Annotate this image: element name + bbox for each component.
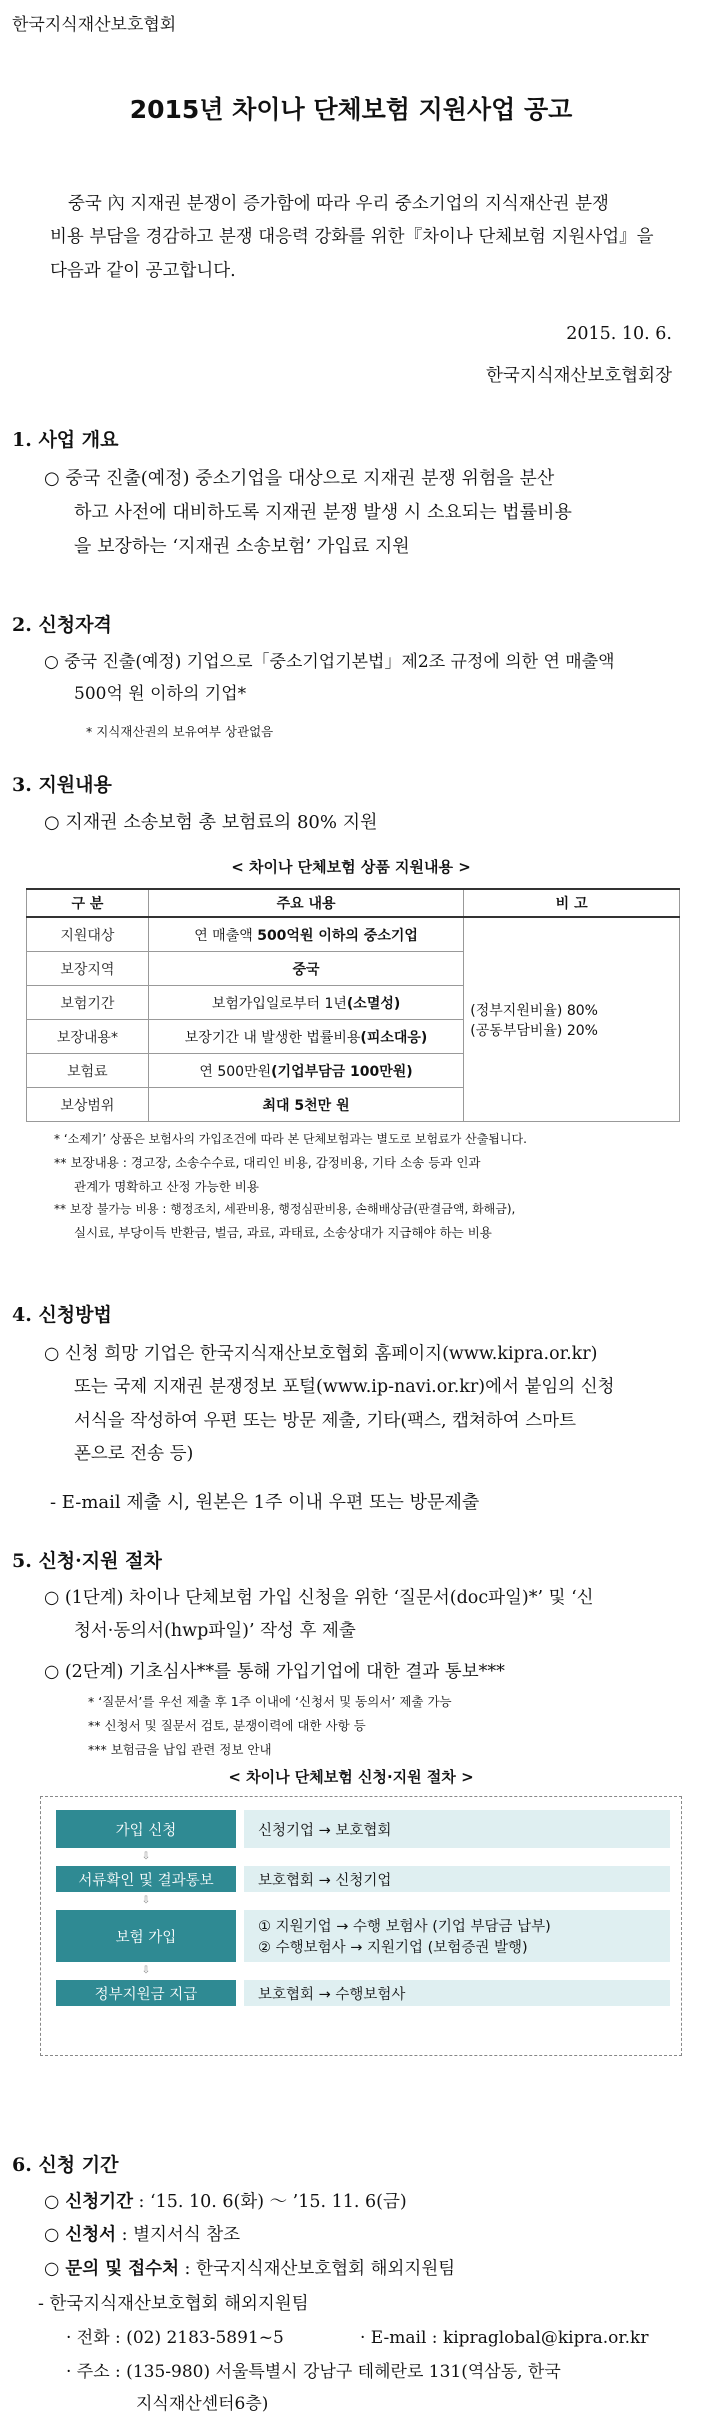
body-line: ○ 중국 진출(예정) 기업으로「중소기업기본법」제2조 규정에 의한 연 매출액 bbox=[44, 652, 615, 672]
address-line: 지식재산센터6층) bbox=[136, 2394, 269, 2415]
info-item: ○ 문의 및 접수처 : 한국지식재산보호협회 해외지원팀 bbox=[44, 2258, 456, 2279]
body-line: 500억 원 이하의 기업* bbox=[74, 684, 247, 705]
flow-step-label: 가입 신청 bbox=[56, 1810, 236, 1848]
flow-step-detail bbox=[244, 1980, 670, 2006]
flow-detail-line: ① 지원기업 → 수행 보험사 (기업 부담금 납부) bbox=[258, 1919, 551, 1935]
body-line: 청서·동의서(hwp파일)’ 작성 후 제출 bbox=[74, 1621, 356, 1642]
row-content: 보험가입일로부터 1년(소멸성) bbox=[148, 986, 463, 1020]
flow-step-label: 서류확인 및 결과통보 bbox=[56, 1866, 236, 1892]
notice-date: 2015. 10. 6. bbox=[566, 324, 672, 344]
row-content: 중국 bbox=[148, 952, 463, 986]
table-row bbox=[27, 917, 680, 952]
flow-detail-line: 보호협회 → 신청기업 bbox=[258, 1872, 392, 1889]
section-6-items bbox=[44, 2186, 694, 2286]
flow-step-detail bbox=[244, 1910, 670, 1962]
flow-caption: < 차이나 단체보험 신청·지원 절차 > bbox=[228, 1768, 474, 1786]
contact-team: - 한국지식재산보호협회 해외지원팀 bbox=[38, 2294, 309, 2314]
section-4-sub: - E-mail 제출 시, 원본은 1주 이내 우편 또는 방문제출 bbox=[50, 1492, 480, 1513]
body-line: 서식을 작성하여 우편 또는 방문 제출, 기타(팩스, 캡쳐하여 스마트 bbox=[74, 1410, 576, 1431]
row-label: 보장내용* bbox=[27, 1020, 149, 1054]
info-item: ○ 신청서 : 별지서식 참조 bbox=[44, 2225, 241, 2246]
section-5-step1 bbox=[44, 1582, 694, 1649]
contact-phone: · 전화 : (02) 2183-5891~5 bbox=[66, 2328, 284, 2348]
row-label: 지원대상 bbox=[27, 917, 149, 952]
column-header: 비 고 bbox=[464, 889, 680, 917]
flow-step-label: 정부지원금 지급 bbox=[56, 1980, 236, 2006]
note-line: * ‘소제기’ 상품은 보험사의 가입조건에 따라 본 단체보험과는 별도로 보험료가 산출됩니다. bbox=[54, 1132, 527, 1146]
body-line: ○ (1단계) 차이나 단체보험 가입 신청을 위한 ‘질문서(doc파일)*’ 및 ‘신 bbox=[44, 1588, 594, 1608]
row-content: 연 500만원(기업부담금 100만원) bbox=[148, 1054, 463, 1088]
row-content: 연 매출액 500억원 이하의 중소기업 bbox=[148, 917, 463, 952]
down-arrow-icon: ⇩ bbox=[141, 1965, 151, 1976]
notice-signer: 한국지식재산보호협회장 bbox=[486, 366, 672, 386]
body-line: 폰으로 전송 등) bbox=[74, 1443, 194, 1464]
section-2-heading: 2. 신청자격 bbox=[12, 614, 112, 636]
section-1-body bbox=[44, 462, 684, 565]
body-line: 하고 사전에 대비하도록 지재권 분쟁 발생 시 소요되는 법률비용 bbox=[74, 502, 572, 524]
body-line: ○ 중국 진출(예정) 중소기업을 대상으로 지재권 분쟁 위험을 분산 bbox=[44, 468, 555, 489]
remark-cell bbox=[464, 917, 680, 1122]
note-line: * ‘질문서’를 우선 제출 후 1주 이내에 ‘신청서 및 동의서’ 제출 가능 bbox=[88, 1694, 452, 1709]
row-label: 보상범위 bbox=[27, 1088, 149, 1122]
section-1-heading: 1. 사업 개요 bbox=[12, 429, 119, 451]
section-5-step2: ○ (2단계) 기초심사**를 통해 가입기업에 대한 결과 통보*** bbox=[44, 1662, 505, 1682]
down-arrow-icon: ⇩ bbox=[141, 1851, 151, 1862]
body-line: 또는 국제 지재권 분쟁정보 포털(www.ip-navi.or.kr)에서 붙임의 신청 bbox=[74, 1377, 615, 1398]
flow-detail-line: ② 수행보험사 → 지원기업 (보험증권 발행) bbox=[258, 1940, 528, 1956]
note-line: ** 보장 불가능 비용 : 행정조치, 세관비용, 행정심판비용, 손해배상금(판결금액, 화해금), bbox=[54, 1202, 516, 1217]
address-line: · 주소 : (135-980) 서울특별시 강남구 테헤란로 131(역삼동, 한국 bbox=[66, 2362, 561, 2382]
section-3-line: ○ 지재권 소송보험 총 보험료의 80% 지원 bbox=[44, 812, 378, 833]
row-content: 보장기간 내 발생한 법률비용(피소대응) bbox=[148, 1020, 463, 1054]
row-label: 보험료 bbox=[27, 1054, 149, 1088]
note-line: ** 보장내용 : 경고장, 소송수수료, 대리인 비용, 감정비용, 기타 소송 등과 인과 bbox=[54, 1154, 481, 1170]
table-header-row bbox=[27, 889, 680, 917]
intro-line: 비용 부담을 경감하고 분쟁 대응력 강화를 위한『차이나 단체보험 지원사업』을 bbox=[50, 227, 654, 248]
section-4-body bbox=[44, 1338, 694, 1471]
note-line: ** 신청서 및 질문서 검토, 분쟁이력에 대한 사항 등 bbox=[88, 1717, 366, 1733]
section-3-heading: 3. 지원내용 bbox=[12, 774, 112, 796]
section-5-notes bbox=[88, 1690, 452, 1761]
row-label: 보장지역 bbox=[27, 952, 149, 986]
flow-detail-line: 신청기업 → 보호협회 bbox=[258, 1822, 392, 1839]
intro-line: 중국 內 지재권 분쟁이 증가함에 따라 우리 중소기업의 지식재산권 분쟁 bbox=[68, 194, 609, 214]
note-line: *** 보험금을 납입 관련 정보 안내 bbox=[88, 1741, 272, 1757]
contact-address bbox=[66, 2356, 696, 2421]
info-item: ○ 신청기간 : ‘15. 10. 6(화) ～ ’15. 11. 6(금) bbox=[44, 2192, 407, 2212]
coverage-notes bbox=[54, 1128, 694, 1245]
section-2-note: * 지식재산권의 보유여부 상관없음 bbox=[86, 724, 274, 739]
down-arrow-icon: ⇩ bbox=[141, 1895, 151, 1906]
section-6-heading: 6. 신청 기간 bbox=[12, 2154, 119, 2176]
body-line: 을 보장하는 ‘지재권 소송보험’ 가입료 지원 bbox=[74, 536, 410, 558]
column-header: 구 분 bbox=[27, 889, 149, 917]
organization-name: 한국지식재산보호협회 bbox=[12, 15, 177, 35]
intro-line: 다음과 같이 공고합니다. bbox=[50, 260, 236, 281]
column-header: 주요 내용 bbox=[148, 889, 463, 917]
section-5-heading: 5. 신청·지원 절차 bbox=[12, 1550, 162, 1572]
remark-line: (공동부담비율) 20% bbox=[470, 1022, 598, 1039]
contact-email: · E-mail : kipraglobal@kipra.or.kr bbox=[360, 2328, 649, 2348]
flow-step-detail bbox=[244, 1866, 670, 1892]
page-title: 2015년 차이나 단체보험 지원사업 공고 bbox=[129, 95, 573, 124]
section-4-heading: 4. 신청방법 bbox=[12, 1304, 112, 1326]
flow-detail-line: 보호협회 → 수행보험사 bbox=[258, 1986, 406, 2003]
intro-paragraph bbox=[50, 188, 690, 288]
row-content: 최대 5천만 원 bbox=[148, 1088, 463, 1122]
note-line: 실시료, 부당이득 반환금, 벌금, 과료, 과태료, 소송상대가 지급해야 하는 비용 bbox=[74, 1225, 492, 1241]
section-2-body bbox=[44, 646, 694, 711]
row-label: 보험기간 bbox=[27, 986, 149, 1020]
coverage-table bbox=[26, 888, 680, 1122]
body-line: ○ 신청 희망 기업은 한국지식재산보호협회 홈페이지(www.kipra.or.kr) bbox=[44, 1344, 598, 1364]
note-line: 관계가 명확하고 산정 가능한 비용 bbox=[74, 1178, 259, 1194]
coverage-table-caption: < 차이나 단체보험 상품 지원내용 > bbox=[231, 858, 471, 876]
remark-line: (정부지원비율) 80% bbox=[470, 1002, 598, 1019]
flow-step-label: 보험 가입 bbox=[56, 1910, 236, 1962]
flow-step-detail bbox=[244, 1810, 670, 1848]
